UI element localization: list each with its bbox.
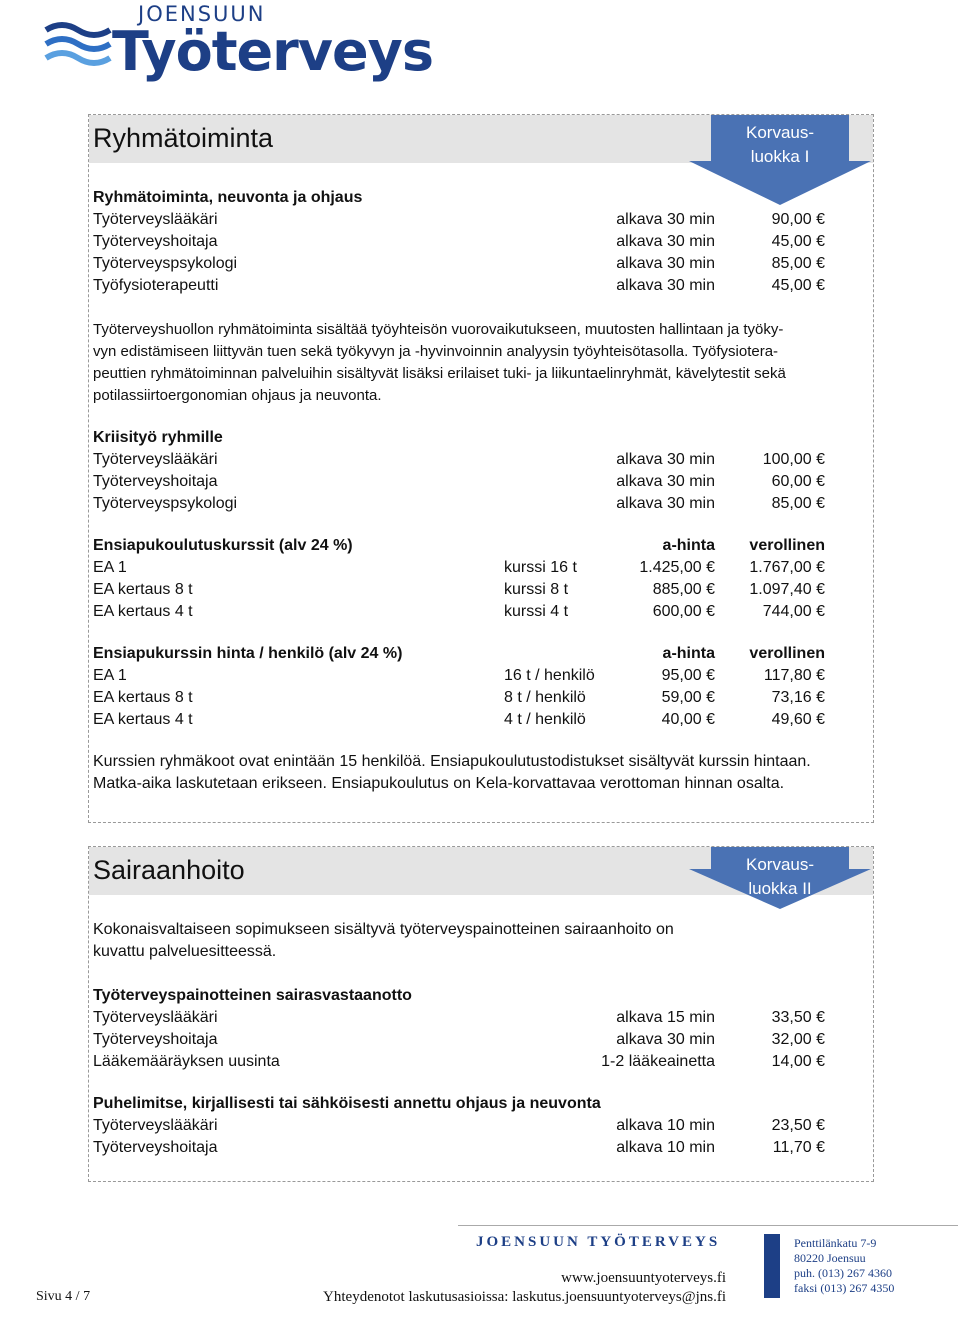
price-row: Työterveyslääkäri alkava 10 min 23,50 € <box>93 1117 825 1134</box>
badge-line-1: Korvaus- <box>745 123 815 142</box>
logo-main-text: Työterveys <box>112 20 433 83</box>
price-row: Työterveyspsykologi alkava 30 min 85,00 € <box>93 255 825 272</box>
group-heading: Puhelimitse, kirjallisesti tai sähköisesti annettu ohjaus ja neuvonta <box>93 1095 601 1112</box>
price-row: Työterveyslääkäri alkava 30 min 90,00 € <box>93 211 825 228</box>
price-row: Lääkemääräyksen uusinta 1-2 lääkeainetta 14,00 € <box>93 1053 825 1070</box>
section-title: Ryhmätoiminta <box>93 123 274 153</box>
group-heading: Ensiapukoulutuskurssit (alv 24 %) a-hinta verollinen <box>93 537 825 554</box>
footer-brand-mark <box>764 1234 780 1298</box>
group-heading: Kriisityö ryhmille <box>93 429 223 446</box>
korvausluokka-badge <box>689 847 871 909</box>
price-row: Työterveyslääkäri alkava 30 min 100,00 € <box>93 451 825 468</box>
sairaanhoito-section <box>88 846 874 1182</box>
badge-line-2: luokka II <box>748 879 812 898</box>
price-row: Työterveyshoitaja alkava 10 min 11,70 € <box>93 1139 825 1156</box>
price-row: EA 1 16 t / henkilö 95,00 € 117,80 € <box>93 667 825 684</box>
footer-brand: JOENSUUN TYÖTERVEYS <box>476 1234 721 1250</box>
footer-contact: Yhteydenotot laskutusasioissa: laskutus.joensuuntyoterveys@jns.fi <box>323 1289 726 1305</box>
wave-logo-icon <box>44 20 114 72</box>
price-row: EA kertaus 4 t 4 t / henkilö 40,00 € 49,60 € <box>93 711 825 728</box>
price-row: Työterveyshoitaja alkava 30 min 32,00 € <box>93 1031 825 1048</box>
badge-line-1: Korvaus- <box>745 855 815 874</box>
section-title: Sairaanhoito <box>93 855 245 885</box>
intro-paragraph: Kokonaisvaltaiseen sopimukseen sisältyvä työterveyspainotteinen sairaanhoito on kuvattu palveluesitteessä. <box>93 921 674 960</box>
price-row: EA kertaus 8 t 8 t / henkilö 59,00 € 73,16 € <box>93 689 825 706</box>
ryhmatoiminta-section <box>88 114 874 823</box>
group-heading: Ryhmätoiminta, neuvonta ja ohjaus <box>93 189 363 206</box>
footer-divider <box>458 1225 958 1226</box>
group-heading: Työterveyspainotteinen sairasvastaanotto <box>93 987 412 1004</box>
footer-address: Penttilänkatu 7-9 80220 Joensuu puh. (013) 267 4360 faksi (013) 267 4350 <box>794 1236 895 1295</box>
footer-website: www.joensuuntyoterveys.fi <box>561 1270 726 1286</box>
group-heading: Ensiapukurssin hinta / henkilö (alv 24 %) a-hinta verollinen <box>93 645 825 662</box>
badge-line-2: luokka I <box>750 147 810 166</box>
price-row: Työterveyslääkäri alkava 15 min 33,50 € <box>93 1009 825 1026</box>
price-row: Työterveyshoitaja alkava 30 min 45,00 € <box>93 233 825 250</box>
price-row: Työterveyshoitaja alkava 30 min 60,00 € <box>93 473 825 490</box>
price-row: Työterveyspsykologi alkava 30 min 85,00 € <box>93 495 825 512</box>
logo-top-text: JOENSUUN <box>138 2 266 26</box>
price-row: Työfysioterapeutti alkava 30 min 45,00 € <box>93 277 825 294</box>
price-row: EA kertaus 4 t kurssi 4 t 600,00 € 744,00 € <box>93 603 825 620</box>
note-paragraph: Kurssien ryhmäkoot ovat enintään 15 henkilöä. Ensiapukoulutustodistukset sisältyvät kurssin hintaan. Matka-aika laskutetaan erikseen. Ensiapukoulutus on Kela-korvattavaa verottoman hinnan osalta. <box>93 753 811 792</box>
price-row: EA 1 kurssi 16 t 1.425,00 € 1.767,00 € <box>93 559 825 576</box>
page-number: Sivu 4 / 7 <box>36 1289 91 1304</box>
description-paragraph: Työterveyshuollon ryhmätoiminta sisältää työyhteisön vuorovaikutukseen, muutosten hallintaan ja työky- vyn edistämiseen liittyvän tuen sekä työkyvyn ja -hyvinvoinnin analyysin työyhteisötasolla. Työfysiotera- peuttien ryhmätoiminnan palveluihin sisältyvät lisäksi erilaiset tuki- ja liikuntaelinryhmät, kävelytestit sekä potilassiirtoergonomian ohjaus ja neuvonta. <box>93 321 786 404</box>
price-row: EA kertaus 8 t kurssi 8 t 885,00 € 1.097,40 € <box>93 581 825 598</box>
